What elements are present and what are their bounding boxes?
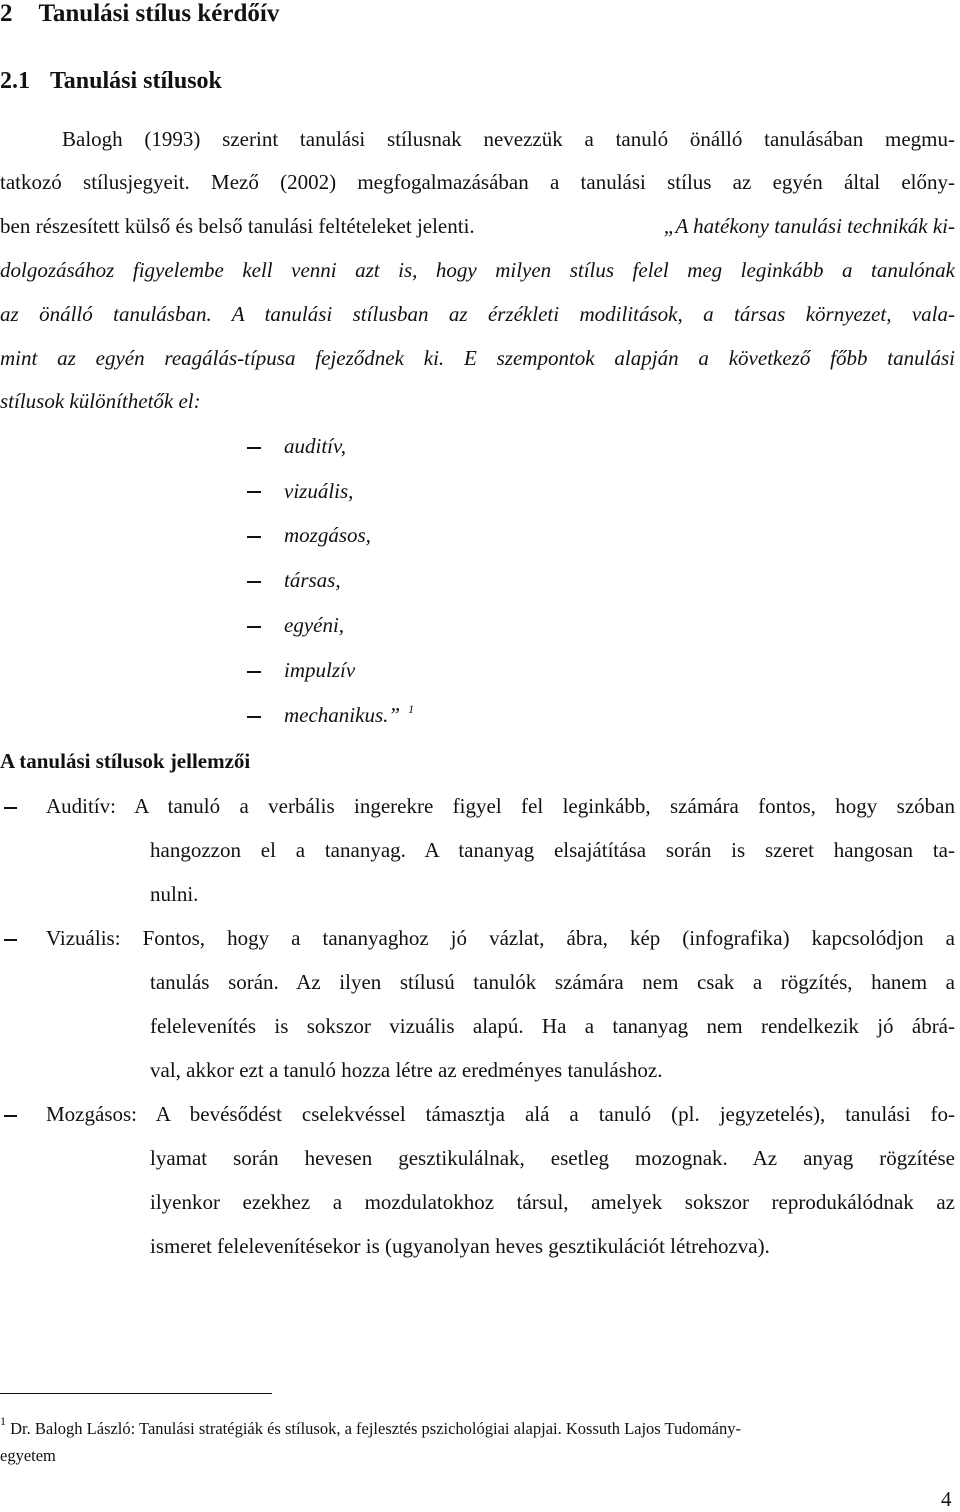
footnote-separator	[0, 1393, 272, 1394]
intro-line-3	[0, 214, 955, 239]
section-number: 2.1	[0, 68, 30, 94]
intro-line-4: dolgozásához figyelembe kell venni azt is, hogy milyen stílus felel meg leginkább a tanulónak	[0, 258, 955, 282]
chapter-number: 2	[0, 0, 13, 27]
list-dash	[247, 581, 261, 583]
auditory-line-1: Auditív: A tanuló a verbális ingerekre figyel fel leginkább, számára fontos, hogy szóban	[46, 794, 955, 818]
list-item: auditív,	[284, 434, 347, 458]
auditory-line-3: nulni.	[150, 882, 199, 906]
page-number: 4	[941, 1487, 952, 1511]
intro-line-1: Balogh (1993) szerint tanulási stílusnak nevezzük a tanuló önálló tanulásában megmu-	[62, 127, 955, 151]
intro-line-2: tatkozó stílusjegyeit. Mező (2002) megfogalmazásában a tanulási stílus az egyén által előny-	[0, 170, 955, 194]
footnote-reference: 1	[408, 702, 415, 716]
kinesthetic-line-3: ilyenkor ezekhez a mozdulatokhoz társul, amelyek sokszor reprodukálódnak az	[150, 1190, 955, 1214]
footnote-marker: 1	[0, 1414, 6, 1428]
intro-line-6: mint az egyén reagálás-típusa fejeződnek ki. E szempontok alapján a következő főbb tanulási	[0, 346, 955, 370]
chapter-title: Tanulási stílus kérdőív	[38, 0, 280, 27]
list-dash	[247, 716, 261, 718]
characteristics-title: A tanulási stílusok jellemzői	[0, 749, 251, 773]
visual-line-3: felelevenítés is sokszor vizuális alapú. Ha a tananyag nem rendelkezik jó ábrá-	[150, 1014, 955, 1038]
bullet-dash	[4, 1115, 17, 1117]
kinesthetic-line-1: Mozgásos: A bevésődést cselekvéssel támasztja alá a tanuló (pl. jegyzetelés), tanulási fo-	[46, 1102, 955, 1126]
bullet-dash	[4, 939, 17, 941]
intro-line-3-quote: „A hatékony tanulási technikák ki-	[663, 214, 955, 238]
list-item: társas,	[284, 568, 341, 592]
list-item: mozgásos,	[284, 523, 371, 547]
footnote-text-1: Dr. Balogh László: Tanulási stratégiák és stílusok, a fejlesztés pszichológiai alapjai. Kossuth Lajos Tudomány-	[10, 1419, 741, 1438]
list-item: impulzív	[284, 658, 356, 682]
auditory-line-2: hangozzon el a tananyag. A tananyag elsajátítása során is szeret hangosan ta-	[150, 838, 955, 862]
list-item: egyéni,	[284, 613, 345, 637]
kinesthetic-line-4: ismeret felelevenítésekor is (ugyanolyan heves gesztikulációt létrehozva).	[150, 1234, 770, 1258]
section-title: Tanulási stílusok	[50, 68, 222, 94]
chapter-heading	[0, 0, 279, 28]
list-item: mechanikus.”	[284, 703, 401, 727]
list-dash	[247, 626, 261, 628]
intro-line-3-plain: ben részesített külső és belső tanulási feltételeket jelenti.	[0, 214, 475, 238]
visual-line-4: val, akkor ezt a tanuló hozza létre az eredményes tanuláshoz.	[150, 1058, 663, 1082]
footnote-text-2: egyetem	[0, 1446, 56, 1465]
list-dash	[247, 491, 261, 493]
footnote-line-1	[0, 1414, 955, 1439]
intro-line-7: stílusok különíthetők el:	[0, 389, 201, 413]
kinesthetic-line-2: lyamat során hevesen gesztikulálnak, esetleg mozognak. Az anyag rögzítése	[150, 1146, 955, 1170]
list-item: vizuális,	[284, 479, 354, 503]
section-heading	[0, 68, 222, 95]
visual-line-1: Vizuális: Fontos, hogy a tananyaghoz jó vázlat, ábra, kép (infografika) kapcsolódjon a	[46, 926, 955, 950]
intro-line-5: az önálló tanulásban. A tanulási stílusban az érzékleti modilitások, a társas környezet, vala-	[0, 302, 955, 326]
visual-line-2: tanulás során. Az ilyen stílusú tanulók számára nem csak a rögzítés, hanem a	[150, 970, 955, 994]
list-dash	[247, 447, 261, 449]
list-dash	[247, 536, 261, 538]
bullet-dash	[4, 807, 17, 809]
list-item-last	[284, 703, 414, 728]
list-dash	[247, 671, 261, 673]
